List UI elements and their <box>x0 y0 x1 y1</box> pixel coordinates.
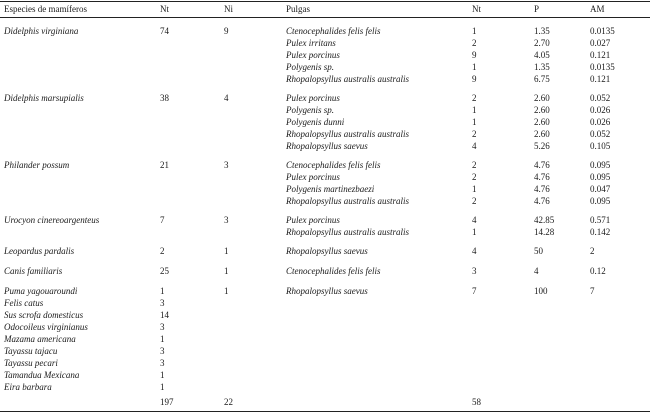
host-nt-value: 1 <box>160 382 165 392</box>
flea-prevalence-value: 2.60 <box>534 129 550 139</box>
flea-abundance-value: 0.052 <box>590 129 611 139</box>
host-species-name: Didelphis marsupialis <box>4 93 84 103</box>
flea-abundance-value: 0.105 <box>590 141 611 151</box>
host-nt-value: 2 <box>160 246 165 256</box>
flea-nt-value: 9 <box>472 74 477 84</box>
flea-nt-value: 2 <box>472 129 477 139</box>
flea-species-name: Pulex porcinus <box>286 215 340 225</box>
flea-nt-value: 3 <box>472 266 477 276</box>
header-host-nt: Nt <box>160 4 169 14</box>
flea-prevalence-value: 1.35 <box>534 26 550 36</box>
flea-prevalence-value: 4.05 <box>534 50 550 60</box>
flea-prevalence-value: 50 <box>534 246 543 256</box>
flea-species-name: Rhopalopsyllus australis australis <box>286 74 410 84</box>
flea-prevalence-value: 4 <box>534 266 539 276</box>
flea-abundance-value: 0.12 <box>590 266 606 276</box>
flea-prevalence-value: 42.85 <box>534 215 555 225</box>
flea-species-name: Pulex irritans <box>286 38 336 48</box>
flea-abundance-value: 0.095 <box>590 160 611 170</box>
flea-abundance-value: 0.142 <box>590 227 611 237</box>
host-species-name: Sus scrofa domesticus <box>4 310 84 320</box>
header-prevalence: P <box>534 4 540 14</box>
flea-abundance-value: 0.047 <box>590 184 611 194</box>
host-species-name: Felis catus <box>4 298 44 308</box>
flea-prevalence-value: 4.76 <box>534 184 550 194</box>
host-species-name: Odocoileus virginianus <box>4 322 88 332</box>
host-nt-value: 38 <box>160 93 169 103</box>
flea-species-name: Rhopalopsyllus australis australis <box>286 196 410 206</box>
flea-species-name: Polygenis dunni <box>286 117 345 127</box>
host-nt-value: 3 <box>160 358 165 368</box>
host-nt-value: 3 <box>160 322 165 332</box>
flea-nt-value: 4 <box>472 246 477 256</box>
host-ni-value: 1 <box>224 246 229 256</box>
flea-species-name: Rhopalopsyllus saevus <box>286 246 368 256</box>
flea-abundance-value: 0.027 <box>590 38 611 48</box>
bottom-rule <box>0 411 650 412</box>
flea-prevalence-value: 14.28 <box>534 227 555 237</box>
host-species-name: Tayassu pecari <box>4 358 58 368</box>
flea-nt-value: 1 <box>472 26 477 36</box>
host-nt-value: 25 <box>160 266 169 276</box>
flea-abundance-value: 0.0135 <box>590 62 615 72</box>
flea-species-name: Ctenocephalides felis felis <box>286 26 381 36</box>
host-species-name: Eira barbara <box>4 382 52 392</box>
host-ni-value: 9 <box>224 26 229 36</box>
host-species-name: Mazama americana <box>4 334 76 344</box>
host-species-name: Canis familiaris <box>4 266 63 276</box>
host-species-name: Urocyon cinereoargenteus <box>4 215 100 225</box>
flea-abundance-value: 0.026 <box>590 117 611 127</box>
flea-prevalence-value: 4.76 <box>534 196 550 206</box>
flea-nt-value: 2 <box>472 160 477 170</box>
flea-prevalence-value: 1.35 <box>534 62 550 72</box>
flea-nt-value: 7 <box>472 286 477 296</box>
flea-prevalence-value: 2.60 <box>534 117 550 127</box>
flea-species-name: Polygenis sp. <box>286 105 334 115</box>
flea-nt-value: 2 <box>472 172 477 182</box>
flea-species-name: Rhopalopsyllus australis australis <box>286 129 410 139</box>
flea-nt-value: 1 <box>472 227 477 237</box>
host-nt-value: 1 <box>160 334 165 344</box>
flea-abundance-value: 0.0135 <box>590 26 615 36</box>
header-host-ni: Ni <box>224 4 233 14</box>
host-nt-value: 1 <box>160 370 165 380</box>
host-species-name: Leopardus pardalis <box>4 246 75 256</box>
flea-abundance-value: 0.095 <box>590 172 611 182</box>
flea-nt-value: 1 <box>472 105 477 115</box>
host-ni-value: 3 <box>224 215 229 225</box>
flea-abundance-value: 0.095 <box>590 196 611 206</box>
flea-prevalence-value: 4.76 <box>534 172 550 182</box>
host-species-name: Puma yagouaroundi <box>4 286 78 296</box>
flea-nt-value: 4 <box>472 215 477 225</box>
flea-abundance-value: 7 <box>590 286 595 296</box>
host-nt-value: 74 <box>160 26 169 36</box>
host-nt-value: 1 <box>160 286 165 296</box>
flea-prevalence-value: 2.60 <box>534 105 550 115</box>
host-ni-value: 4 <box>224 93 229 103</box>
header-rule <box>0 17 650 18</box>
flea-prevalence-value: 4.76 <box>534 160 550 170</box>
header-host-species: Especies de mamíferos <box>4 4 87 14</box>
flea-species-name: Pulex porcinus <box>286 50 340 60</box>
total-host-nt: 197 <box>160 397 174 407</box>
flea-nt-value: 1 <box>472 184 477 194</box>
host-species-name: Tayassu tajacu <box>4 346 58 356</box>
host-nt-value: 14 <box>160 310 169 320</box>
flea-prevalence-value: 6.75 <box>534 74 550 84</box>
flea-nt-value: 4 <box>472 141 477 151</box>
flea-abundance-value: 0.121 <box>590 74 611 84</box>
host-ni-value: 1 <box>224 266 229 276</box>
host-species-name: Tamandua Mexicana <box>4 370 80 380</box>
total-host-ni: 22 <box>224 397 233 407</box>
host-species-name: Didelphis virginiana <box>4 26 79 36</box>
host-nt-value: 7 <box>160 215 165 225</box>
flea-species-name: Ctenocephalides felis felis <box>286 160 381 170</box>
flea-abundance-value: 0.052 <box>590 93 611 103</box>
host-species-name: Philander possum <box>4 160 70 170</box>
flea-abundance-value: 0.571 <box>590 215 611 225</box>
flea-species-name: Polygenis martinezbaezi <box>286 184 375 194</box>
flea-prevalence-value: 5.26 <box>534 141 550 151</box>
flea-species-name: Rhopalopsyllus saevus <box>286 286 368 296</box>
flea-nt-value: 9 <box>472 50 477 60</box>
flea-species-name: Polygenis sp. <box>286 62 334 72</box>
flea-nt-value: 1 <box>472 117 477 127</box>
flea-species-name: Pulex porcinus <box>286 93 340 103</box>
flea-species-name: Rhopalopsyllus saevus <box>286 141 368 151</box>
flea-abundance-value: 2 <box>590 246 595 256</box>
flea-nt-value: 1 <box>472 62 477 72</box>
flea-abundance-value: 0.026 <box>590 105 611 115</box>
flea-nt-value: 2 <box>472 196 477 206</box>
total-flea-nt: 58 <box>472 397 481 407</box>
flea-nt-value: 2 <box>472 93 477 103</box>
flea-nt-value: 2 <box>472 38 477 48</box>
host-nt-value: 3 <box>160 346 165 356</box>
header-flea-nt: Nt <box>472 4 481 14</box>
host-nt-value: 3 <box>160 298 165 308</box>
host-ni-value: 3 <box>224 160 229 170</box>
flea-abundance-value: 0.121 <box>590 50 611 60</box>
flea-prevalence-value: 2.60 <box>534 93 550 103</box>
flea-species-name: Rhopalopsyllus australis australis <box>286 227 410 237</box>
header-fleas: Pulgas <box>286 4 311 14</box>
flea-species-name: Pulex porcinus <box>286 172 340 182</box>
flea-prevalence-value: 2.70 <box>534 38 550 48</box>
flea-prevalence-value: 100 <box>534 286 548 296</box>
header-abundance: AM <box>590 4 605 14</box>
host-nt-value: 21 <box>160 160 169 170</box>
flea-species-name: Ctenocephalides felis felis <box>286 266 381 276</box>
top-rule <box>0 1 650 2</box>
host-ni-value: 1 <box>224 286 229 296</box>
